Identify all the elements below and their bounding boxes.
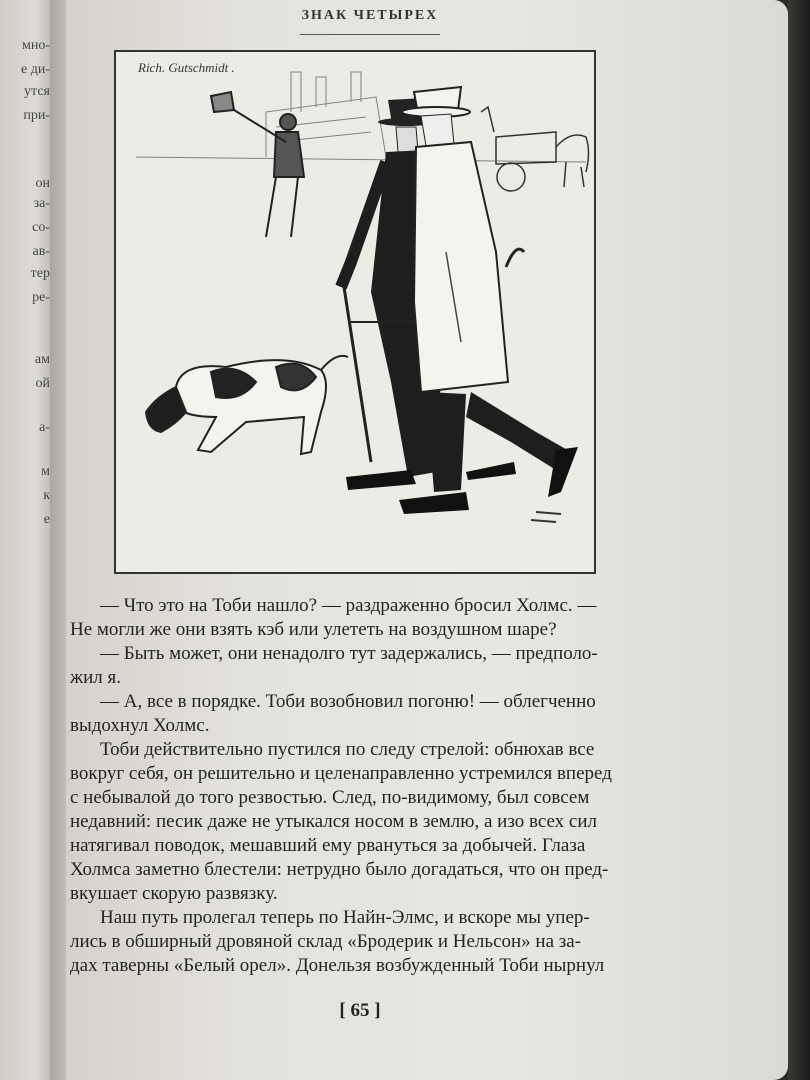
text-line: — А, все в порядке. Тоби возобновил погоню! — облегченно bbox=[100, 691, 596, 712]
text-line: выдохнул Холмс. bbox=[70, 715, 210, 736]
left-page-fragment: ав- bbox=[32, 244, 50, 259]
left-page-fragment: ой bbox=[35, 376, 50, 391]
worker-with-shovel bbox=[211, 92, 304, 237]
paragraph bbox=[70, 642, 646, 690]
left-page-fragment: за- bbox=[33, 196, 50, 211]
running-title: ЗНАК ЧЕТЫРЕХ bbox=[301, 8, 439, 23]
illustrator-signature: Rich. Gutschmidt . bbox=[138, 60, 235, 75]
ground-marks bbox=[531, 512, 561, 522]
text-line: лись в обширный дровяной склад «Бродерик и Нельсон» на за- bbox=[70, 931, 582, 952]
paragraph bbox=[70, 906, 646, 978]
left-page-fragment: тер bbox=[30, 266, 50, 281]
paragraph bbox=[70, 690, 646, 738]
text-line: жил я. bbox=[70, 667, 122, 688]
left-page-fragment: ре- bbox=[32, 290, 50, 305]
left-page-fragment: а- bbox=[39, 420, 50, 435]
left-page-fragment: м bbox=[41, 464, 50, 479]
paragraph bbox=[70, 738, 646, 906]
left-page-fragment: утся bbox=[24, 84, 50, 99]
left-page-fragment: ам bbox=[34, 352, 50, 367]
left-page bbox=[0, 0, 52, 1080]
text-line: вкушает скорую развязку. bbox=[70, 883, 278, 904]
left-page-fragment: он bbox=[35, 176, 50, 191]
paragraph bbox=[70, 594, 646, 642]
text-line: вокруг себя, он решительно и целенаправленно устремился вперед bbox=[70, 763, 612, 784]
left-page-fragment: к bbox=[43, 488, 50, 503]
background-buildings bbox=[136, 72, 586, 162]
text-line: недавний: песик даже не утыкался носом в землю, а изо всех сил bbox=[70, 811, 598, 832]
dog bbox=[146, 356, 348, 454]
book-cover-edge bbox=[788, 0, 810, 1080]
illustration bbox=[114, 50, 596, 574]
left-page-fragment: при- bbox=[23, 108, 50, 123]
body-text bbox=[70, 594, 646, 978]
running-title-rule bbox=[300, 34, 440, 35]
text-line: — Быть может, они ненадолго тут задержались, — предполо- bbox=[100, 643, 598, 664]
text-line: — Что это на Тоби нашло? — раздраженно бросил Холмс. — bbox=[100, 595, 597, 616]
text-line: Не могли же они взять кэб или улететь на воздушном шаре? bbox=[70, 619, 557, 640]
text-line: натягивал поводок, мешавший ему рвануться за добычей. Глаза bbox=[70, 835, 586, 856]
page-number: [ 65 ] bbox=[339, 1000, 381, 1021]
horse-cart bbox=[481, 107, 589, 191]
left-page-fragment: со- bbox=[32, 220, 50, 235]
left-page-fragment: мно- bbox=[21, 38, 50, 53]
text-line: Наш путь пролегал теперь по Найн-Элмс, и вскоре мы упер- bbox=[100, 907, 590, 928]
illustration-drawing bbox=[116, 52, 594, 572]
text-line: Тоби действительно пустился по следу стрелой: обнюхав все bbox=[100, 739, 595, 760]
text-line: Холмса заметно блестели: нетрудно было догадаться, что он пред- bbox=[70, 859, 609, 880]
left-page-fragment: е ди- bbox=[21, 62, 50, 77]
text-line: с небывалой до того резвостью. След, по-видимому, был совсем bbox=[70, 787, 590, 808]
left-page-fragment: е bbox=[43, 512, 50, 527]
text-line: дах таверны «Белый орел». Донельзя возбужденный Тоби нырнул bbox=[70, 955, 605, 976]
